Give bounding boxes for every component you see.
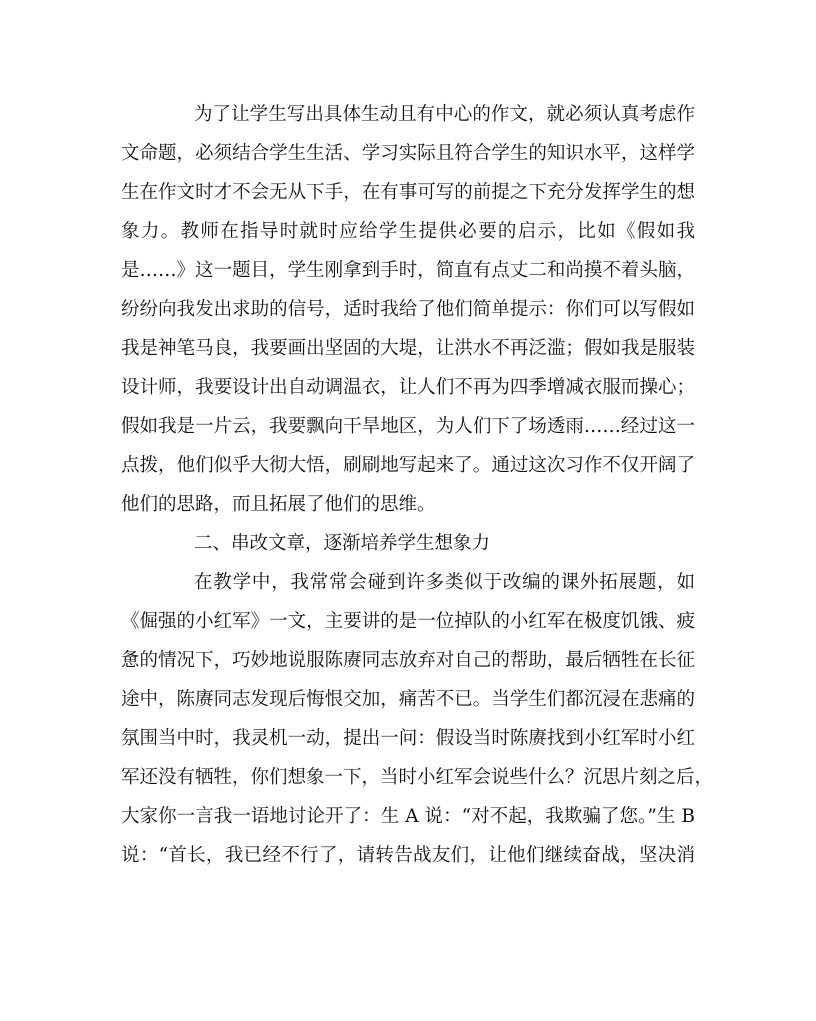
paragraph1-line-11: 他们的思路，而且拓展了他们的思维。: [121, 494, 436, 515]
paragraph2-line-3: 惫的情况下，巧妙地说服陈赓同志放弃对自己的帮助，最后牺牲在长征: [121, 650, 695, 671]
paragraph2-line-7: 大家你一言我一语地讨论开了：生 A 说：“对不起，我欺骗了您。”生 B: [121, 806, 695, 827]
paragraph1-line-1: 为了让学生写出具体生动且有中心的作文，就必须认真考虑作: [194, 104, 695, 125]
paragraph2-line-6: 军还没有牺牲，你们想象一下，当时小红军会说些什么？沉思片刻之后，: [121, 767, 714, 788]
paragraph1-line-3: 生在作文时才不会无从下手，在有事可写的前提之下充分发挥学生的想: [121, 182, 695, 203]
section-heading: 二、串改文章，逐渐培养学生想象力: [194, 533, 491, 554]
paragraph2-line-5: 氛围当中时，我灵机一动，提出一问：假设当时陈赓找到小红军时小红: [121, 728, 695, 749]
paragraph2-line-1: 在教学中，我常常会碰到许多类似于改编的课外拓展题，如: [194, 572, 695, 593]
paragraph1-line-10: 点拨，他们似乎大彻大悟，刷刷地写起来了。通过这次习作不仅开阔了: [121, 455, 695, 476]
paragraph1-line-8: 设计师，我要设计出自动调温衣，让人们不再为四季增减衣服而操心；: [121, 377, 695, 398]
paragraph2-line-8: 说：“首长，我已经不行了，请转告战友们，让他们继续奋战，坚决消: [121, 845, 695, 866]
paragraph1-line-2: 文命题，必须结合学生生活、学习实际且符合学生的知识水平，这样学: [121, 143, 695, 164]
paragraph1-line-9: 假如我是一片云，我要飘向干旱地区，为人们下了场透雨……经过这一: [121, 416, 695, 437]
paragraph2-line-4: 途中，陈赓同志发现后悔恨交加，痛苦不已。当学生们都沉浸在悲痛的: [121, 689, 695, 710]
paragraph2-line-2: 《倔强的小红军》一文，主要讲的是一位掉队的小红军在极度饥饿、疲: [121, 611, 695, 632]
paragraph1-line-4: 象力。教师在指导时就时应给学生提供必要的启示，比如《假如我: [121, 221, 695, 242]
paragraph1-line-5: 是……》这一题目，学生刚拿到手时，简直有点丈二和尚摸不着头脑，: [121, 260, 695, 281]
paragraph1-line-7: 我是神笔马良，我要画出坚固的大堤，让洪水不再泛滥；假如我是服装: [121, 338, 695, 359]
paragraph1-line-6: 纷纷向我发出求助的信号，适时我给了他们简单提示：你们可以写假如: [121, 299, 695, 320]
